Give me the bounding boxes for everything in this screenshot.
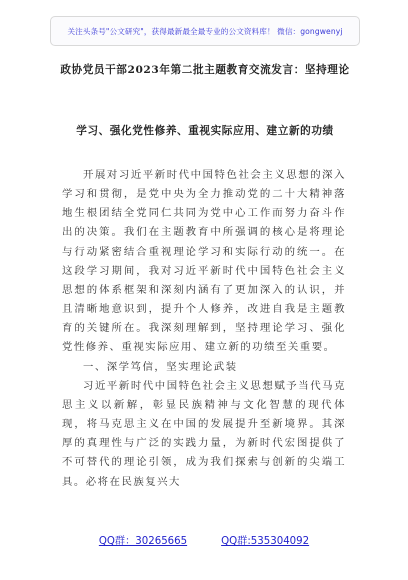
section-heading: 一、深学笃信，坚实理论武装	[83, 360, 238, 373]
document-title-line1: 政协党员干部2023年第二批主题教育交流发言：坚持理论	[60, 64, 350, 76]
body-paragraph: 习近平新时代中国特色社会主义思想赋予当代马克思主义以新解，彰显民族精神与文化智慧的现代体现，将马克思主义在中国的发展提升至新境界。其深厚的真理性与广泛的实践力量，为新时代宏图提供了不可替代的理论引领，成为我们探索与创新的尖端工具。必将在民族复兴大	[62, 379, 346, 488]
qq-group-link-1[interactable]: QQ群：30265665	[98, 536, 188, 547]
qq-group-link-2[interactable]: QQ群:535304092	[221, 536, 310, 547]
document-body	[62, 166, 346, 492]
footer-contacts	[0, 532, 408, 547]
body-paragraph: 开展对习近平新时代中国特色社会主义思想的深入学习和贯彻，是党中央为全力推动党的二十大精神落地生根团结全党同仁共同为党中心工作而努力奋斗作出的决策。我们在主题教育中所强调的核心是将理论与行动紧密结合重视理论学习和实际行动的统一。在这段学习期间，我对习近平新时代中国特色社会主义思想的体系框架和深刻内涵有了更加深入的认识，并且清晰地意识到，提升个人修养，改进自我是主题教育的关键所在。我深刻理解到，坚持理论学习、强化党性修养、重视实际应用、建立新的功绩至关重要。	[62, 169, 346, 354]
promo-text: 关注头条号"公文研究"，获得最新最全最专业的公文资料库！ 微信：gongwenyj	[67, 26, 343, 36]
document-title-line2: 学习、强化党性修养、重视实际应用、建立新的功绩	[76, 125, 334, 137]
promo-banner	[50, 16, 360, 46]
